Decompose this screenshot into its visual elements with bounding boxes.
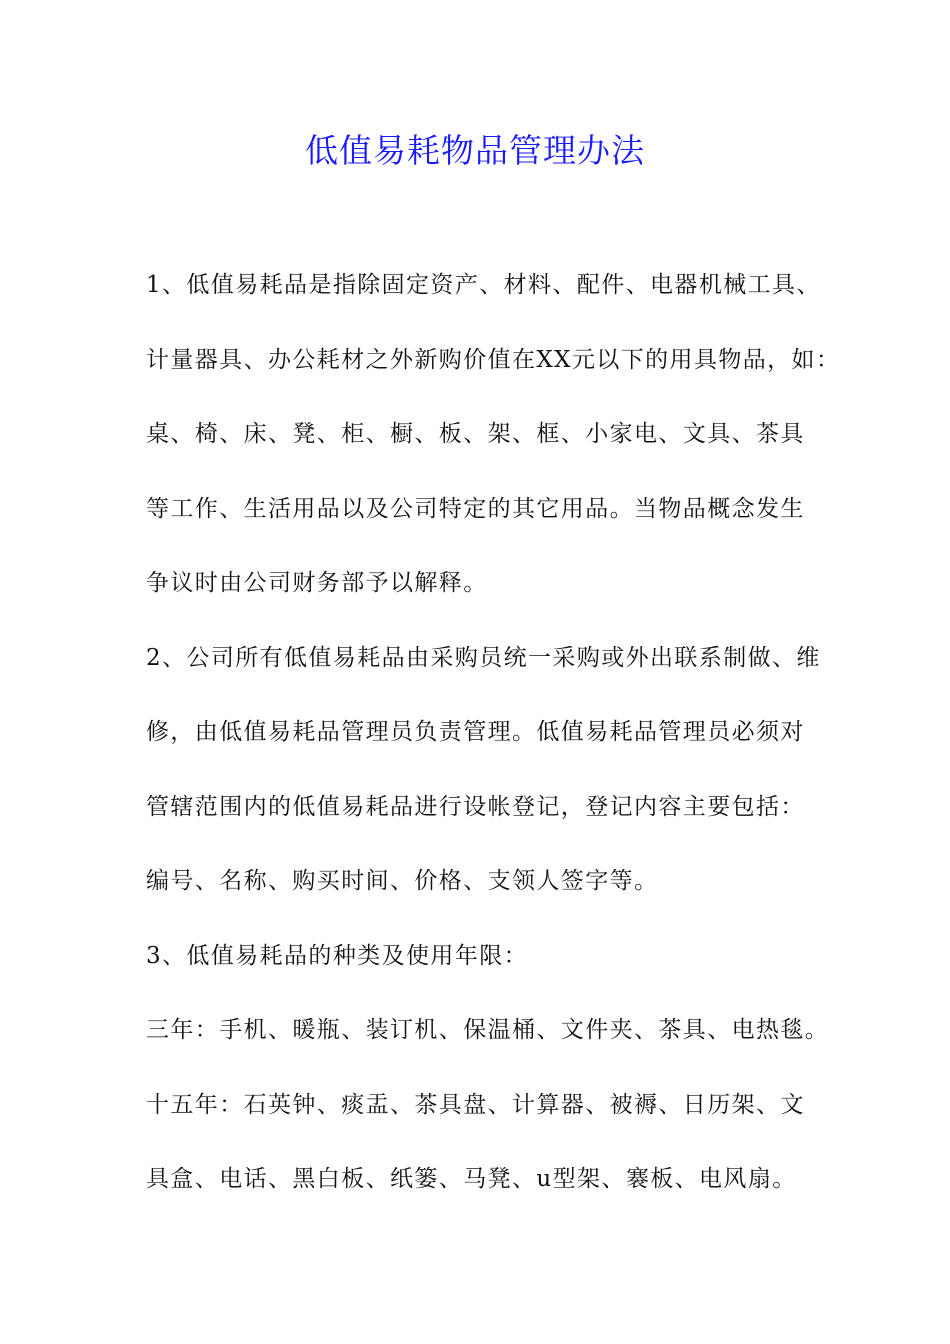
text-line: 等工作、生活用品以及公司特定的其它用品。当物品概念发生 — [146, 495, 805, 522]
text-line: 计量器具、办公耗材之外新购价值在XX元以下的用具物品，如： — [146, 346, 841, 373]
text-line: 3、低值易耗品的种类及使用年限： — [146, 942, 529, 969]
text-line: 2、公司所有低值易耗品由采购员统一采购或外出联系制做、维 — [146, 644, 821, 671]
document-title: 低值易耗物品管理办法 — [305, 131, 645, 170]
text-line: 1、低值易耗品是指除固定资产、材料、配件、电器机械工具、 — [146, 272, 821, 298]
text-line: 桌、椅、床、凳、柜、橱、板、架、框、小家电、文具、茶具 — [146, 421, 805, 447]
text-line: 修，由低值易耗品管理员负责管理。低值易耗品管理员必须对 — [146, 719, 805, 745]
text-line: 管辖范围内的低值易耗品进行设帐登记，登记内容主要包括： — [146, 793, 805, 820]
text-line: 争议时由公司财务部予以解释。 — [146, 570, 488, 596]
document-body — [146, 262, 841, 1231]
text-line: 具盒、电话、黑白板、纸篓、马凳、u型架、褰板、电风扇。 — [146, 1166, 797, 1192]
text-line: 三年：手机、暖瓶、装订机、保温桶、文件夹、茶具、电热毯。 — [146, 1017, 830, 1043]
text-line: 编号、名称、购买时间、价格、支领人签字等。 — [146, 868, 659, 894]
text-line: 十五年：石英钟、痰盂、茶具盘、计算器、被褥、日历架、文 — [146, 1091, 805, 1118]
